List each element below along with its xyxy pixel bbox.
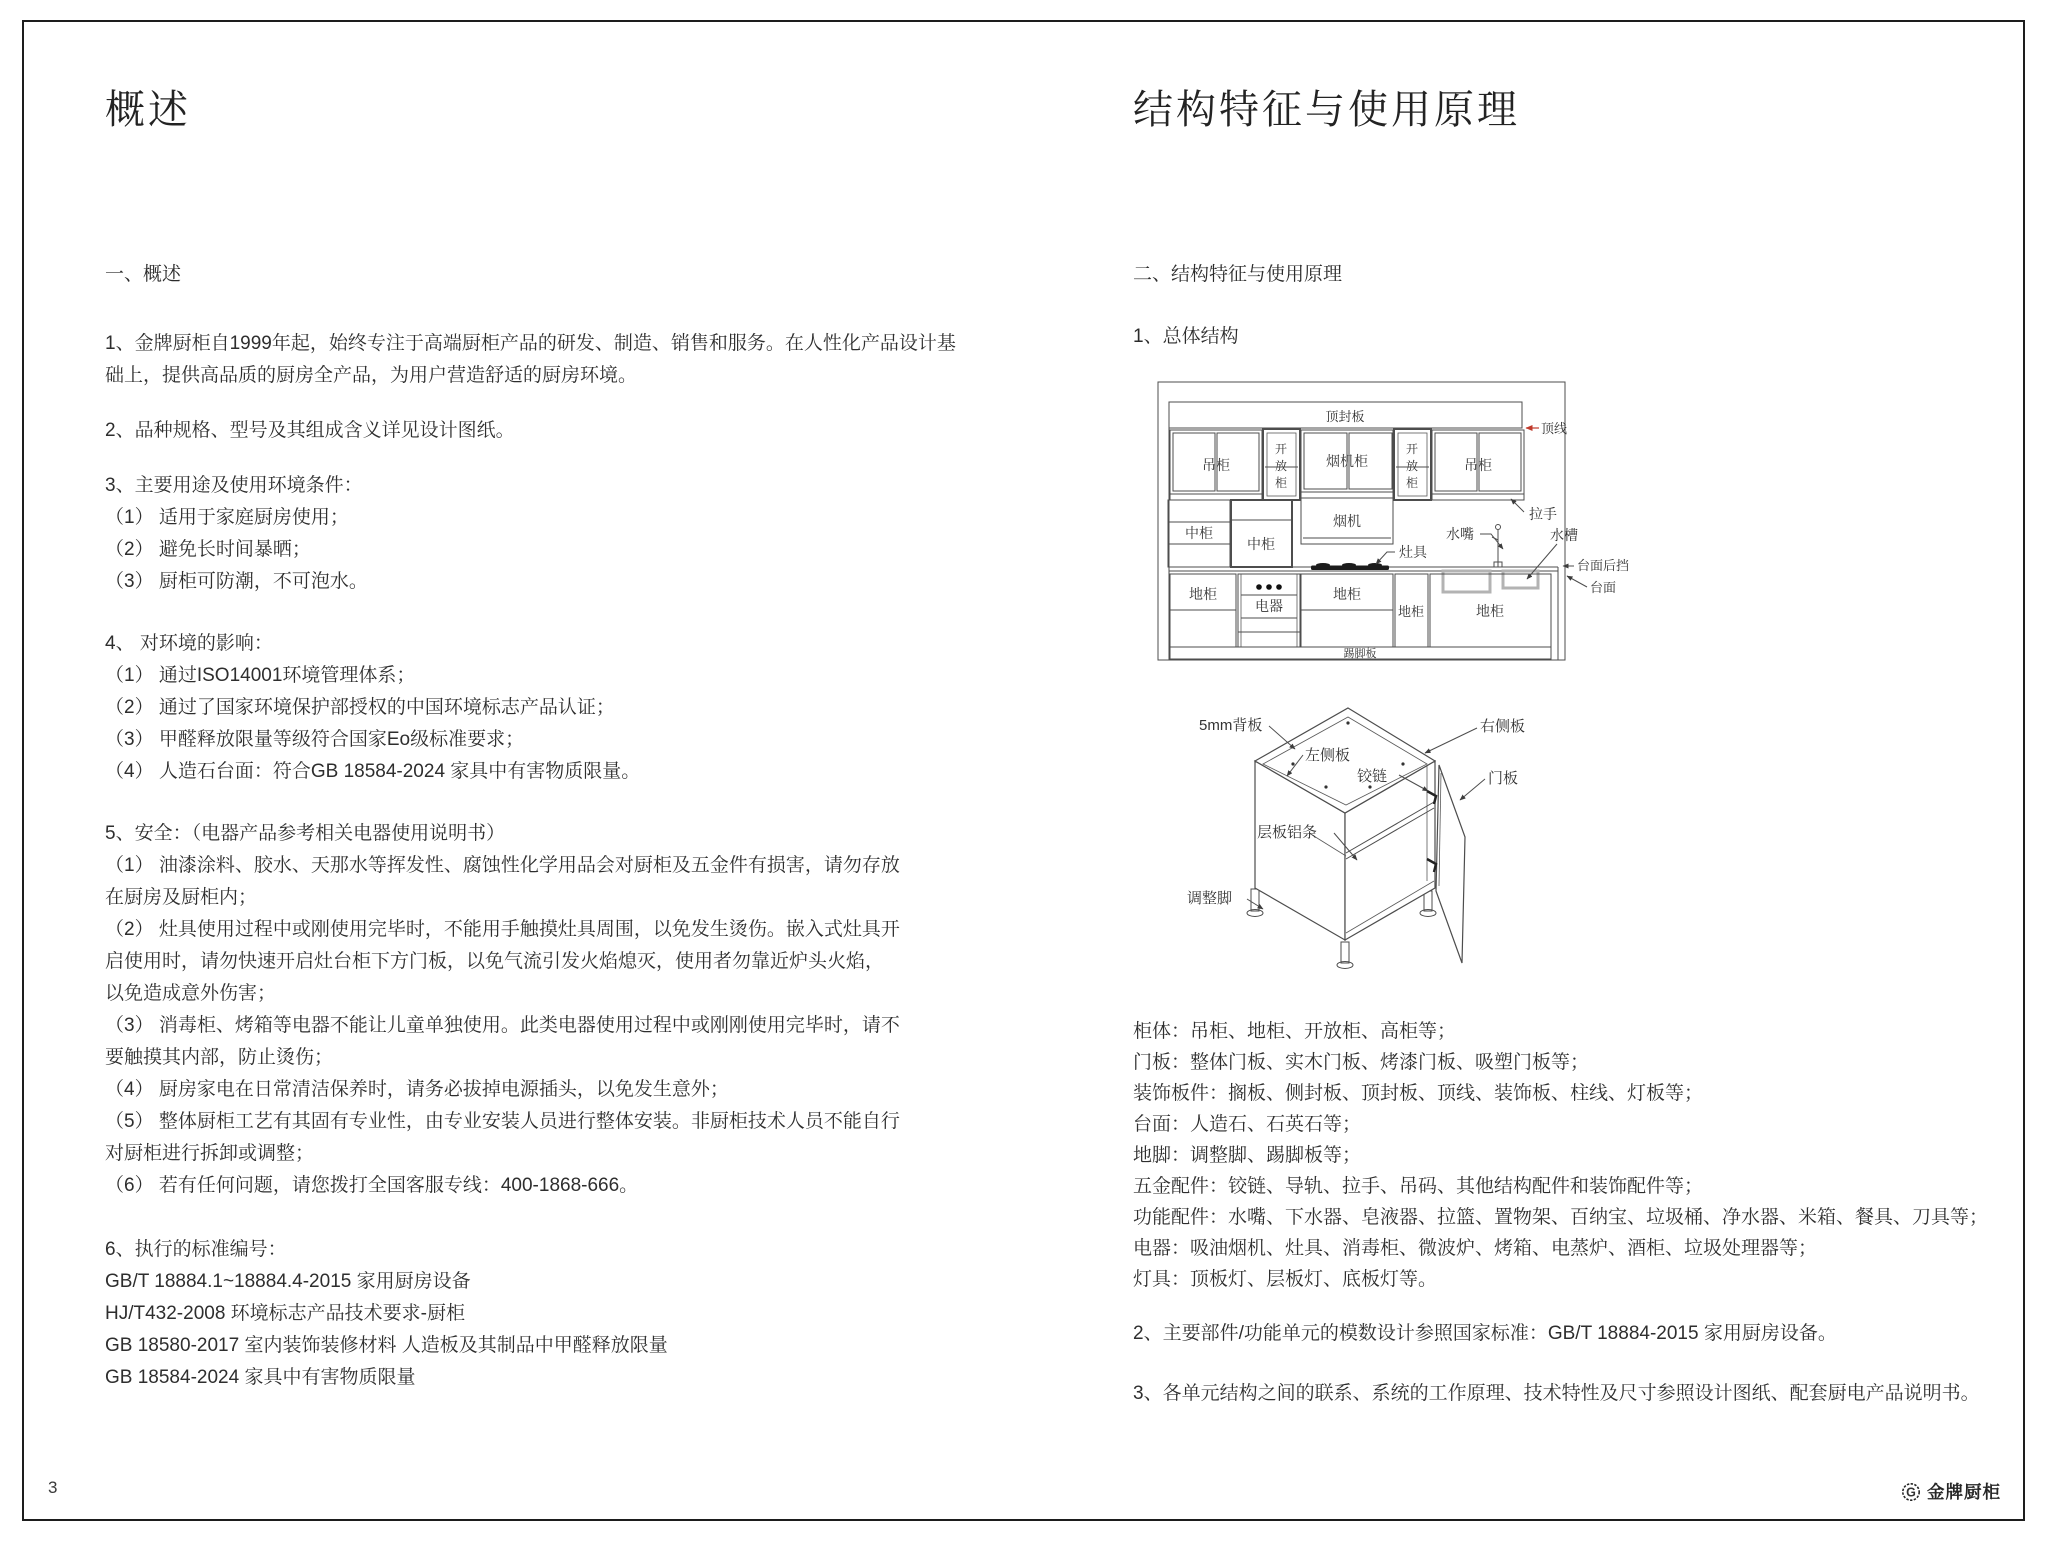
- text-line: （3） 厨柜可防潮，不可泡水。: [105, 571, 368, 592]
- component-line: 电器：吸油烟机、灶具、消毒柜、微波炉、烤箱、电蒸炉、酒柜、垃圾处理器等；: [1133, 1238, 1818, 1259]
- label-adjust-foot: 调整脚: [1187, 890, 1233, 907]
- label-hood-cabinet: 烟机柜: [1326, 453, 1368, 469]
- appliance-cabinet: [1238, 574, 1300, 647]
- text-line: （2） 通过了国家环境保护部授权的中国环境标志产品认证；: [105, 697, 615, 718]
- text-line: （4） 人造石台面：符合GB 18584-2024 家具中有害物质限量。: [105, 761, 641, 782]
- mid-cabinet-right: [1231, 500, 1292, 567]
- component-line: 柜体：吊柜、地柜、开放柜、高柜等；: [1133, 1021, 1457, 1042]
- component-line: 台面：人造石、石英石等；: [1133, 1114, 1362, 1135]
- text-line: 要触摸其内部，防止烫伤；: [105, 1047, 334, 1068]
- label-hinge: 铰链: [1357, 768, 1388, 785]
- text-line: （1） 通过ISO14001环境管理体系；: [105, 665, 416, 686]
- text-line: 在厨房及厨柜内；: [105, 887, 258, 908]
- left-page: [105, 82, 1055, 1394]
- text-line: 以免造成意外伤害；: [105, 983, 277, 1004]
- page-number: 3: [48, 1478, 58, 1497]
- component-line: 装饰板件：搁板、侧封板、顶封板、顶线、装饰板、柱线、灯板等；: [1133, 1083, 1704, 1104]
- paragraph-block: [105, 1234, 1055, 1394]
- paragraph-unit-relations: 3、各单元结构之间的联系、系统的工作原理、技术特性及尺寸参照设计图纸、配套厨电产品说明书。: [1133, 1383, 1980, 1404]
- label-back-panel: 5mm背板: [1199, 717, 1263, 734]
- label-open-cabinet-char: 放: [1274, 459, 1288, 473]
- component-line: 地脚：调整脚、踢脚板等；: [1133, 1145, 1362, 1166]
- base-cabinet-2: [1301, 574, 1393, 647]
- text-line: （3） 甲醛释放限量等级符合国家Eo级标准要求；: [105, 729, 525, 750]
- text-line: 础上，提供高品质的厨房全产品，为用户营造舒适的厨房环境。: [105, 365, 638, 386]
- label-top-board: 顶封板: [1325, 409, 1365, 424]
- component-line: 功能配件：水嘴、下水器、皂液器、拉篮、置物架、百纳宝、垃圾桶、净水器、米箱、餐具、刀具等；: [1133, 1207, 1989, 1228]
- text-line: 3、主要用途及使用环境条件：: [105, 475, 363, 496]
- component-line: 灯具：顶板灯、层板灯、底板灯等。: [1133, 1269, 1438, 1290]
- wall-cabinet-right: [1432, 430, 1524, 500]
- label-open-cabinet-char: 开: [1274, 442, 1288, 456]
- paragraph-block: [105, 470, 1055, 598]
- mid-cabinet-left: [1168, 500, 1230, 567]
- faucet-callout: [1446, 526, 1503, 549]
- label-base-cabinet: 地柜: [1397, 604, 1425, 619]
- paragraph-block: [105, 328, 1055, 392]
- paragraph-block: [105, 818, 1055, 1202]
- cooktop-drawing: [1311, 563, 1389, 570]
- text-line: （3） 消毒柜、烤箱等电器不能让儿童单独使用。此类电器使用过程中或刚刚使用完毕时，请不: [105, 1015, 900, 1036]
- label-kick-board: 踢脚板: [1343, 648, 1377, 660]
- counter-callout: [1567, 576, 1616, 595]
- back-panel-callout: [1199, 716, 1295, 749]
- label-left-panel: 左侧板: [1305, 747, 1351, 764]
- section-heading: 二、结构特征与使用原理: [1133, 264, 1343, 285]
- text-line: GB 18580-2017 室内装饰装修材料 人造板及其制品中甲醛释放限量: [105, 1335, 668, 1356]
- label-sink: 水槽: [1550, 527, 1578, 543]
- paragraph-modular-design: 2、主要部件/功能单元的模数设计参照国家标准：GB/T 18884-2015 家用厨房设备。: [1133, 1323, 1837, 1344]
- label-open-cabinet-char: 开: [1405, 442, 1419, 456]
- text-line: GB/T 18884.1~18884.4-2015 家用厨房设备: [105, 1271, 471, 1292]
- open-cabinet-left: [1263, 429, 1300, 500]
- component-line: 门板：整体门板、实木门板、烤漆门板、吸塑门板等；: [1133, 1052, 1590, 1073]
- label-handle: 拉手: [1529, 506, 1557, 522]
- label-wall-cabinet: 吊柜: [1464, 457, 1492, 473]
- base-cabinet-1: [1170, 574, 1236, 647]
- label-open-cabinet-char: 放: [1405, 459, 1419, 473]
- label-hood: 烟机: [1333, 513, 1361, 529]
- cooktop-callout: [1376, 544, 1428, 564]
- label-appliance: 电器: [1255, 598, 1283, 614]
- text-line: GB 18584-2024 家具中有害物质限量: [105, 1367, 416, 1388]
- label-base-cabinet: 地柜: [1333, 586, 1361, 602]
- kick-board: [1170, 646, 1551, 660]
- top-line-callout: [1526, 421, 1567, 436]
- text-line: （4） 厨房家电在日常清洁保养时，请务必拔掉电源插头，以免发生意外；: [105, 1079, 729, 1100]
- wall-cabinet-left: [1170, 430, 1262, 500]
- range-hood: [1301, 498, 1393, 544]
- base-cabinet-3d-diagram: [1183, 703, 2043, 1000]
- label-counter-back: 台面后挡: [1577, 558, 1630, 573]
- label-cooktop: 灶具: [1399, 544, 1427, 560]
- component-list: [1133, 1016, 2043, 1295]
- text-line: （2） 避免长时间暴晒；: [105, 539, 311, 560]
- brand-logo: [1900, 1479, 2001, 1504]
- text-line: （1） 油漆涂料、胶水、天那水等挥发性、腐蚀性化学用品会对厨柜及五金件有损害，请勿存放: [105, 855, 900, 876]
- text-line: （2） 灶具使用过程中或刚使用完毕时，不能用手触摸灶具周围，以免发生烫伤。嵌入式灶具开: [105, 919, 900, 940]
- text-line: 5、安全：（电器产品参考相关电器使用说明书）: [105, 823, 506, 844]
- text-line: 6、执行的标准编号：: [105, 1239, 287, 1260]
- text-line: （5） 整体厨柜工艺有其固有专业性，由专业安装人员进行整体安装。非厨柜技术人员不能自行: [105, 1111, 900, 1132]
- label-base-cabinet: 地柜: [1189, 586, 1217, 602]
- text-line: HJ/T432-2008 环境标志产品技术要求-厨柜: [105, 1303, 466, 1324]
- counter-back-callout: [1563, 558, 1629, 573]
- label-shelf-strip: 层板铝条: [1257, 824, 1318, 841]
- top-seal-board: [1169, 402, 1522, 428]
- right-panel-callout: [1425, 717, 1525, 753]
- door-callout: [1460, 769, 1518, 800]
- right-page: [1133, 82, 2043, 1409]
- label-open-cabinet-char: 柜: [1405, 476, 1419, 490]
- page-title-overview: 概述: [105, 88, 191, 132]
- paragraph-block: [105, 415, 1055, 447]
- foot-callout: [1187, 889, 1263, 909]
- base-cabinet-3: [1395, 574, 1428, 647]
- label-mid-cabinet: 中柜: [1185, 525, 1213, 541]
- text-line: （1） 适用于家庭厨房使用；: [105, 507, 349, 528]
- label-wall-cabinet: 吊柜: [1202, 457, 1230, 473]
- label-door: 门板: [1488, 770, 1519, 787]
- label-open-cabinet-char: 柜: [1274, 476, 1288, 490]
- page-title-structure: 结构特征与使用原理: [1133, 88, 1520, 132]
- kitchen-elevation-diagram: [1153, 380, 2043, 670]
- section-heading: 一、概述: [105, 264, 182, 285]
- gold-medal-logo-icon: [1900, 1481, 1922, 1503]
- label-base-cabinet: 地柜: [1476, 603, 1504, 619]
- text-line: 启使用时，请勿快速开启灶台柜下方门板，以免气流引发火焰熄灭，使用者勿靠近炉头火焰，: [105, 951, 885, 972]
- label-faucet: 水嘴: [1446, 526, 1474, 542]
- text-line: 2、品种规格、型号及其组成含义详见设计图纸。: [105, 420, 515, 441]
- label-top-line: 顶线: [1541, 421, 1568, 436]
- paragraph-block: [105, 628, 1055, 788]
- open-cabinet-right: [1394, 429, 1431, 500]
- text-line: （6） 若有任何问题，请您拨打全国客服专线：400-1868-666。: [105, 1175, 639, 1196]
- subsection-heading: 1、总体结构: [1133, 326, 1239, 347]
- text-line: 1、金牌厨柜自1999年起，始终专注于高端厨柜产品的研发、制造、销售和服务。在人性化产品设计基: [105, 333, 956, 354]
- label-mid-cabinet: 中柜: [1247, 536, 1275, 552]
- brand-name: 金牌厨柜: [1927, 1482, 2001, 1502]
- label-right-panel: 右侧板: [1480, 718, 1526, 735]
- component-line: 五金配件：铰链、导轨、拉手、吊码、其他结构配件和装饰配件等；: [1133, 1176, 1704, 1197]
- text-line: 对厨柜进行拆卸或调整；: [105, 1143, 315, 1164]
- label-counter: 台面: [1590, 580, 1617, 595]
- logo-letter: G: [1906, 1485, 1916, 1499]
- hood-cabinet: [1301, 430, 1393, 498]
- handle-callout: [1511, 499, 1557, 522]
- text-line: 4、 对环境的影响：: [105, 633, 273, 654]
